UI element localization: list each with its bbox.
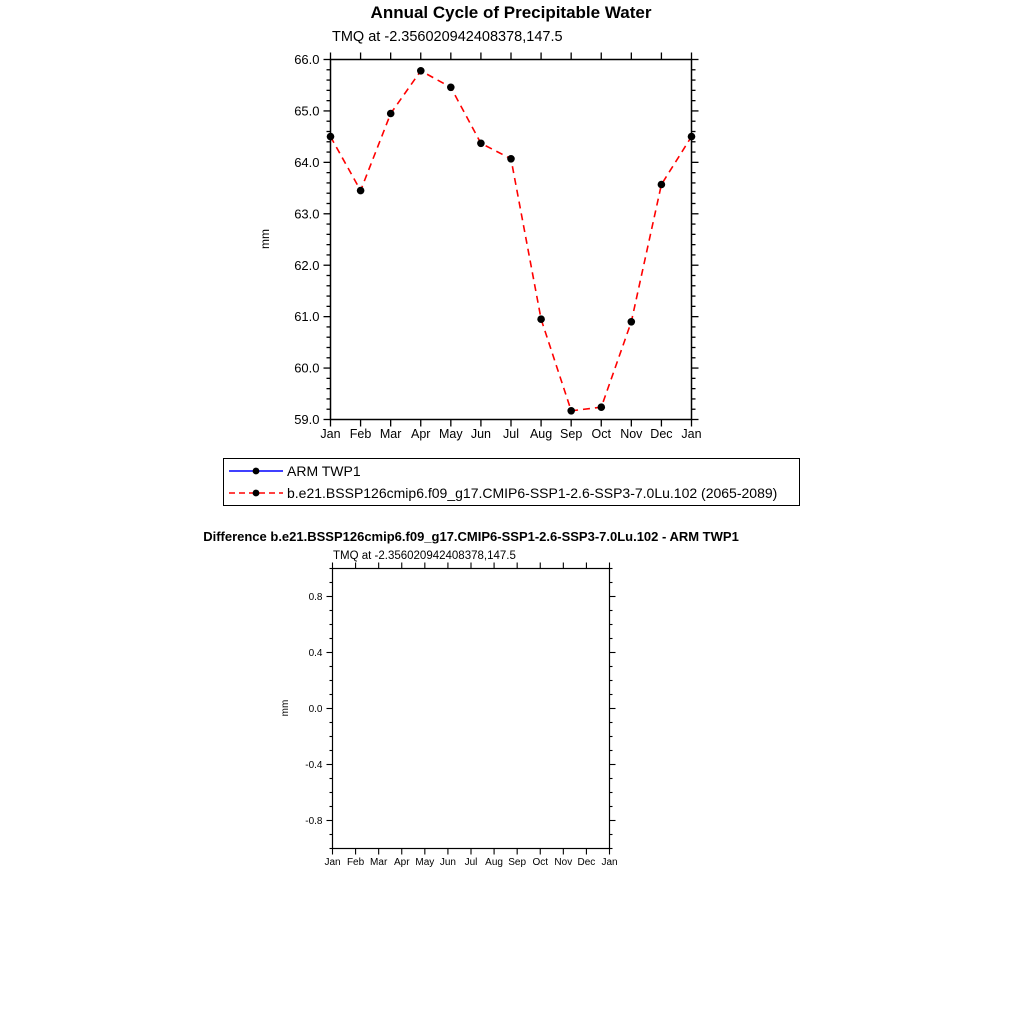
- top-chart-y-axis: [294, 52, 698, 427]
- x-tick-label: Dec: [577, 857, 596, 868]
- difference-chart-y-axis: [305, 569, 615, 849]
- data-point: [357, 187, 365, 195]
- x-tick-label: Jun: [439, 857, 456, 868]
- data-point: [598, 403, 606, 411]
- top-chart-x-axis: [320, 53, 701, 442]
- x-tick-label: Nov: [620, 427, 643, 441]
- legend-item-model: [228, 483, 799, 504]
- top-chart-series-1: [327, 67, 696, 415]
- y-tick-label: -0.8: [305, 816, 323, 827]
- x-tick-label: Jan: [601, 857, 618, 868]
- x-tick-label: Jul: [464, 857, 478, 868]
- y-tick-label: 0.0: [308, 704, 323, 715]
- x-tick-label: May: [415, 857, 435, 868]
- top-chart-subtitle: TMQ at -2.356020942408378,147.5: [332, 29, 563, 45]
- data-point: [507, 155, 515, 163]
- y-tick-label: 59.0: [294, 412, 320, 428]
- data-point: [567, 407, 575, 415]
- x-tick-label: Mar: [370, 857, 388, 868]
- x-tick-label: Dec: [650, 427, 673, 441]
- x-tick-label: Aug: [529, 427, 553, 441]
- difference-subtitle: TMQ at -2.356020942408378,147.5: [333, 550, 516, 562]
- series-line: [331, 71, 692, 411]
- x-tick-label: Oct: [532, 857, 549, 868]
- x-tick-label: Apr: [411, 427, 431, 441]
- top-chart-y-axis-title: mm: [258, 229, 272, 249]
- data-point: [447, 84, 455, 92]
- difference-chart-y-axis-title: mm: [280, 699, 291, 717]
- main-title: Annual Cycle of Precipitable Water: [370, 3, 652, 22]
- data-point: [327, 133, 335, 141]
- x-tick-label: Apr: [393, 857, 410, 868]
- y-tick-label: 0.8: [308, 592, 323, 603]
- x-tick-label: Aug: [485, 857, 503, 868]
- x-tick-label: Feb: [346, 857, 365, 868]
- y-tick-label: 66.0: [294, 52, 320, 68]
- legend-label-model: b.e21.BSSP126cmip6.f09_g17.CMIP6-SSP1-2.6-SSP3-7.0Lu.102 (2065-2089): [287, 485, 778, 502]
- difference-chart-x-axis: [324, 563, 617, 869]
- x-tick-label: Jan: [320, 427, 341, 441]
- legend: [223, 458, 800, 506]
- difference-chart: [280, 563, 618, 869]
- x-tick-label: Jun: [470, 427, 491, 441]
- legend-item-obs: [228, 460, 799, 481]
- data-point: [417, 67, 425, 75]
- data-point: [387, 110, 395, 118]
- x-tick-label: Mar: [379, 427, 402, 441]
- y-tick-label: 64.0: [294, 154, 320, 170]
- y-tick-label: 62.0: [294, 257, 320, 273]
- y-tick-label: 0.4: [308, 648, 323, 659]
- y-tick-label: 60.0: [294, 360, 320, 376]
- y-tick-label: 65.0: [294, 103, 320, 119]
- y-tick-label: 61.0: [294, 309, 320, 325]
- x-tick-label: Jan: [681, 427, 702, 441]
- y-tick-label: 63.0: [294, 206, 320, 222]
- data-point: [477, 140, 485, 148]
- obs-line-sample-icon: [228, 466, 284, 476]
- top-chart-frame: [331, 60, 692, 420]
- x-tick-label: Jan: [324, 857, 341, 868]
- model-line-sample-icon: [228, 488, 284, 498]
- difference-chart-frame: [333, 569, 610, 849]
- x-tick-label: Jul: [503, 427, 519, 441]
- x-tick-label: Sep: [560, 427, 583, 441]
- y-tick-label: -0.4: [305, 760, 323, 771]
- x-tick-label: Nov: [554, 857, 573, 868]
- data-point: [688, 133, 696, 141]
- difference-title: Difference b.e21.BSSP126cmip6.f09_g17.CMIP6-SSP1-2.6-SSP3-7.0Lu.102 - ARM TWP1: [203, 529, 739, 544]
- legend-label-obs: ARM TWP1: [287, 462, 361, 479]
- x-tick-label: May: [439, 427, 463, 441]
- top-chart: [258, 52, 702, 441]
- x-tick-label: Sep: [508, 857, 527, 868]
- x-tick-label: Oct: [591, 427, 611, 441]
- data-point: [658, 181, 666, 189]
- data-point: [537, 315, 545, 323]
- x-tick-label: Feb: [349, 427, 372, 441]
- data-point: [628, 318, 636, 326]
